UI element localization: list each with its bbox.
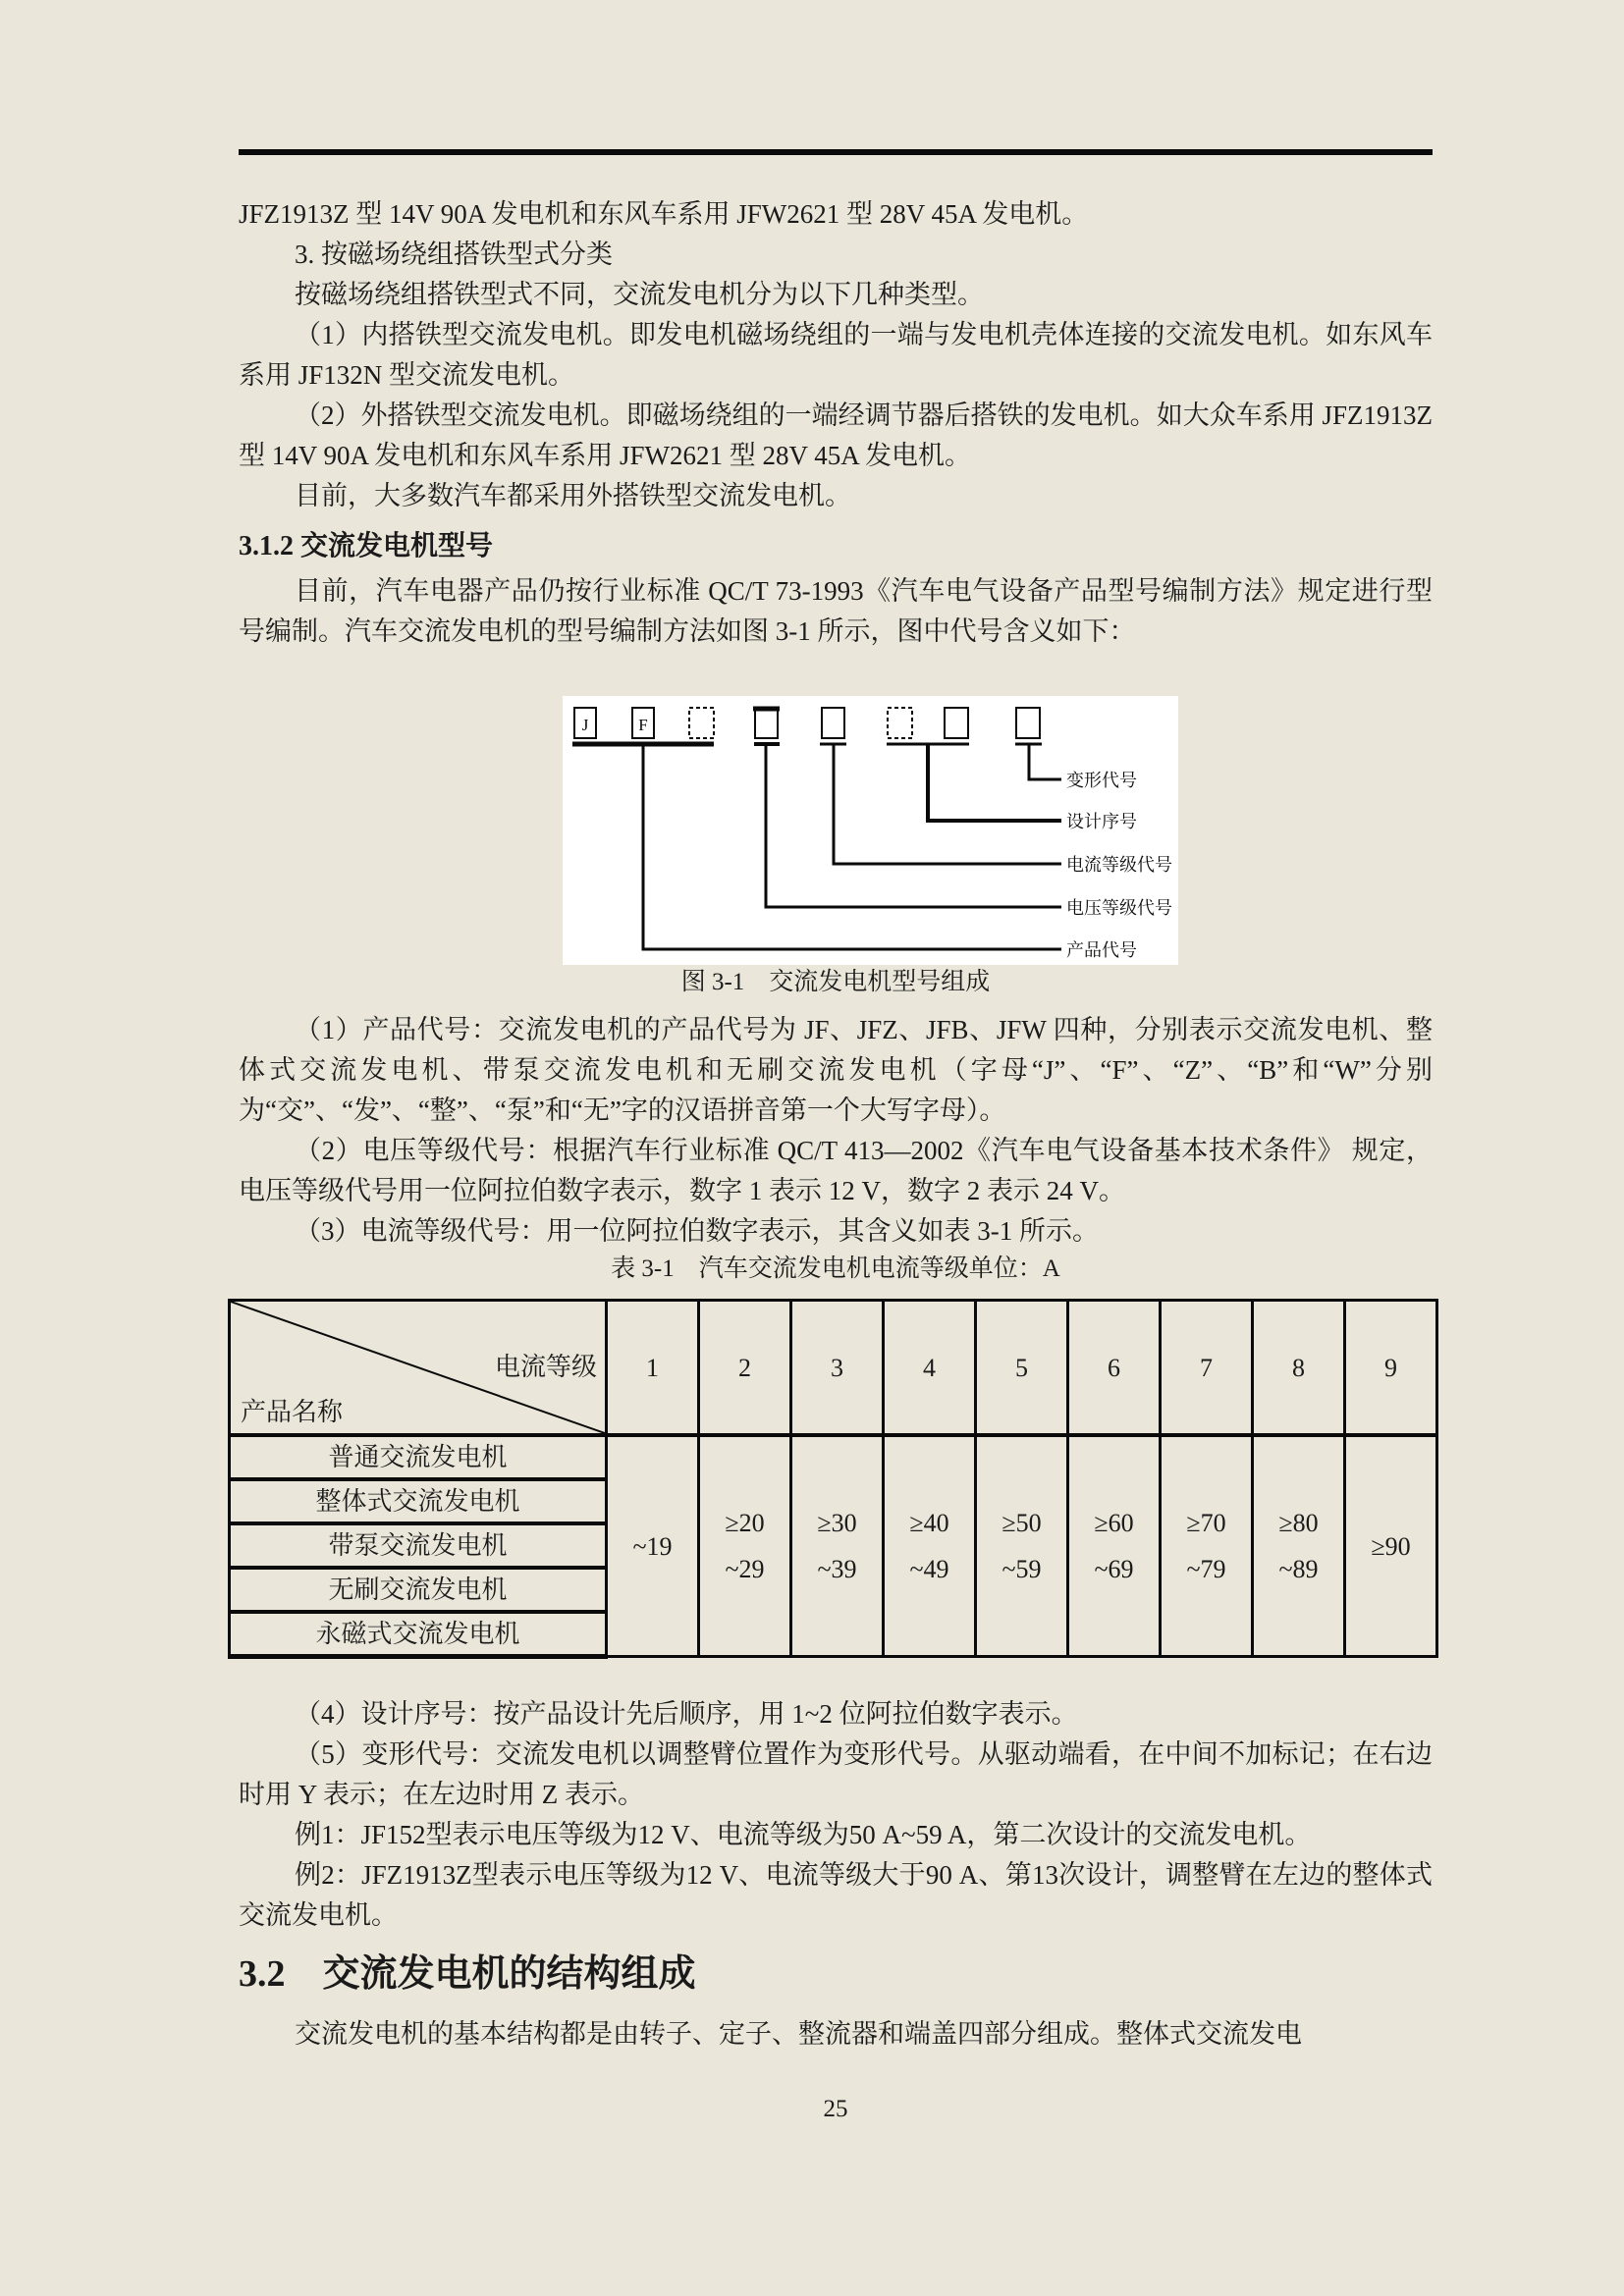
paragraph: （1）产品代号：交流发电机的产品代号为 JF、JFZ、JFB、JFW 四种，分别表示交流发电机、整体式交流发电机、带泵交流发电机和无刷交流发电机（字母“J”、“F”、“Z”、“B”和“W”分别为“交”、“发”、“整”、“泵”和“无”字的汉语拼音第一个大写字母）。 [239,1015,1433,1125]
row-label: 永磁式交流发电机 [230,1612,607,1657]
paragraph: 按磁场绕组搭铁型式不同，交流发电机分为以下几种类型。 [295,280,984,309]
value-cell: ≥50 ~59 [976,1435,1068,1657]
table-row [230,1435,1437,1479]
callout-line-variant [1029,744,1061,779]
row-label: 普通交流发电机 [230,1435,607,1479]
paragraph: 目前，大多数汽车都采用外搭铁型交流发电机。 [295,481,851,510]
corner-label-product-name: 产品名称 [241,1398,344,1426]
paragraph: 交流发电机的基本结构都是由转子、定子、整流器和端盖四部分组成。整体式交流发电 [295,2019,1302,2049]
code-box-variant [1016,708,1040,738]
column-header: 7 [1161,1301,1253,1436]
page-number: 25 [823,2096,848,2122]
header-rule [239,149,1433,155]
figure-notes [239,1010,1433,1252]
callout-line-voltage [766,744,1061,907]
paragraph: （4）设计序号：按产品设计先后顺序，用 1~2 位阿拉伯数字表示。 [295,1699,1078,1729]
code-box-design-optional [888,708,912,738]
callout-label-voltage: 电压等级代号 [1066,898,1172,918]
callout-line-current [834,744,1061,864]
current-class-table [228,1299,1438,1659]
diagonal-header-cell [230,1301,607,1436]
callout-line-product [643,744,1061,949]
paragraph: （5）变形代号：交流发电机以调整臂位置作为变形代号。从驱动端看，在中间不加标记；在右边时用 Y 表示；在左边时用 Z 表示。 [239,1739,1433,1809]
paragraph: JFZ1913Z 型 14V 90A 发电机和东风车系用 JFW2621 型 28V 45A 发电机。 [239,199,1089,229]
figure-3-1 [563,696,1178,965]
value-cell: ≥70 ~79 [1161,1435,1253,1657]
paragraph: 例1：JF152型表示电压等级为12 V、电流等级为50 A~59 A，第二次设计的交流发电机。 [295,1820,1312,1849]
code-box-product-optional [689,708,714,738]
section-heading-3-2: 3.2 交流发电机的结构组成 [239,1953,696,1995]
column-header: 1 [607,1301,699,1436]
paragraph: （2）电压等级代号：根据汽车行业标准 QC/T 413—2002《汽车电气设备基本技术条件》 规定，电压等级代号用一位阿拉伯数字表示，数字 1 表示 12 V，数字 2 表示 24 V。 [239,1136,1433,1205]
callout-label-current: 电流等级代号 [1066,855,1172,875]
page-content [239,194,1433,2055]
row-label: 整体式交流发电机 [230,1479,607,1523]
value-cell: ≥20 ~29 [699,1435,791,1657]
box-letter-F: F [638,716,648,734]
paragraph: （1）内搭铁型交流发电机。即发电机磁场绕组的一端与发电机壳体连接的交流发电机。如东风车系用 JF132N 型交流发电机。 [239,320,1433,390]
callout-line-design [928,744,1061,821]
model-number-diagram [563,696,1178,965]
paragraph: 目前，汽车电器产品仍按行业标准 QC/T 73-1993《汽车电气设备产品型号编制方法》规定进行型号编制。汽车交流发电机的型号编制方法如图 3-1 所示，图中代号含义如下： [239,576,1433,646]
row-label: 带泵交流发电机 [230,1523,607,1568]
corner-label-current-class: 电流等级 [494,1353,597,1381]
paragraph: （3）电流等级代号：用一位阿拉伯数字表示，其含义如表 3-1 所示。 [295,1216,1099,1246]
table-header-row [230,1301,1437,1436]
value-cell: ≥80 ~89 [1253,1435,1345,1657]
code-box-current [822,708,844,738]
paragraph: 3. 按磁场绕组搭铁型式分类 [295,240,613,269]
box-letter-J: J [581,716,589,734]
column-header: 4 [884,1301,976,1436]
column-header: 8 [1253,1301,1345,1436]
value-cell: ~19 [607,1435,699,1657]
column-header: 6 [1068,1301,1161,1436]
value-cell: ≥60 ~69 [1068,1435,1161,1657]
column-header: 3 [791,1301,884,1436]
code-box-voltage [755,708,778,738]
value-cell: ≥40 ~49 [884,1435,976,1657]
column-header: 2 [699,1301,791,1436]
row-label: 无刷交流发电机 [230,1568,607,1612]
figure-caption: 图 3-1 交流发电机型号组成 [680,969,991,995]
callout-label-design: 设计序号 [1066,812,1137,831]
value-cell: ≥30 ~39 [791,1435,884,1657]
table-notes [239,1694,1433,1936]
paragraph: 例2：JFZ1913Z型表示电压等级为12 V、电流等级大于90 A、第13次设计，调整臂在左边的整体式交流发电机。 [239,1860,1433,1930]
callout-label-product: 产品代号 [1066,940,1137,960]
section-heading-3-1-2: 3.1.2 交流发电机型号 [239,531,494,561]
code-box-design [945,708,968,738]
column-header: 9 [1345,1301,1437,1436]
column-header: 5 [976,1301,1068,1436]
callout-label-variant: 变形代号 [1066,771,1137,790]
paragraph: （2）外搭铁型交流发电机。即磁场绕组的一端经调节器后搭铁的发电机。如大众车系用 JFZ1913Z 型 14V 90A 发电机和东风车系用 JFW2621 型 28V 45A 发电机。 [239,400,1433,470]
value-cell: ≥90 [1345,1435,1437,1657]
table-caption: 表 3-1 汽车交流发电机电流等级单位：A [611,1255,1060,1282]
